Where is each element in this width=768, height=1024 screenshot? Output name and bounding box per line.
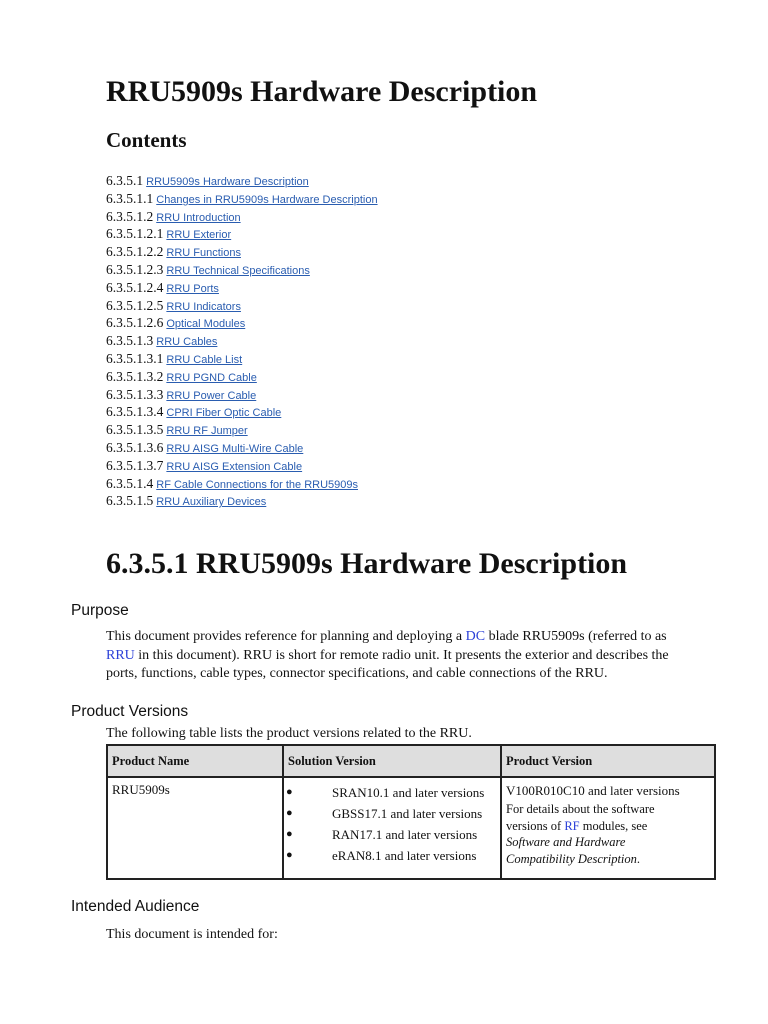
rf-link[interactable]: RF <box>564 818 580 833</box>
text: This document provides reference for planning and deploying a <box>106 629 466 644</box>
toc-item <box>106 314 378 332</box>
toc-number: 6.3.5.1.3.7 <box>106 457 164 473</box>
table-row <box>107 777 715 879</box>
toc-number: 6.3.5.1.2.1 <box>106 226 164 242</box>
solution-version-text: eRAN8.1 and later versions <box>332 848 477 863</box>
toc-link[interactable]: RRU Introduction <box>156 211 241 224</box>
toc-number: 6.3.5.1.3.6 <box>106 439 164 455</box>
toc-link[interactable]: RRU AISG Extension Cable <box>166 460 303 473</box>
toc-item <box>106 297 378 315</box>
toc-link[interactable]: RRU Exterior <box>166 229 232 242</box>
toc-link[interactable]: RRU AISG Multi-Wire Cable <box>166 442 304 455</box>
intended-audience-heading: Intended Audience <box>71 898 200 915</box>
product-version-cell <box>501 777 715 879</box>
toc-item <box>106 492 378 510</box>
toc-link[interactable]: Optical Modules <box>166 318 246 331</box>
text: modules, see <box>579 818 648 833</box>
toc-number: 6.3.5.1.2.6 <box>106 315 164 331</box>
solution-version-cell <box>283 777 501 879</box>
toc-item <box>106 421 378 439</box>
toc-number: 6.3.5.1.2 <box>106 208 154 224</box>
toc-item <box>106 225 378 243</box>
toc-link[interactable]: RRU Ports <box>166 282 219 295</box>
toc-link[interactable]: RRU RF Jumper <box>166 425 248 438</box>
solution-version-text: SRAN10.1 and later versions <box>332 785 485 800</box>
column-header: Product Name <box>107 745 283 777</box>
text: in this document). RRU is short for remote radio unit. It presents the exterior and describes the <box>134 647 669 663</box>
product-name-cell: RRU5909s <box>107 777 283 879</box>
toc-item <box>106 279 378 297</box>
toc-number: 6.3.5.1.2.3 <box>106 261 164 277</box>
product-versions-table <box>106 744 716 880</box>
toc-number: 6.3.5.1.3 <box>106 333 154 349</box>
doc-reference: Compatibility Description <box>506 851 637 866</box>
note-line: For details about the software <box>506 802 655 816</box>
toc-link[interactable]: RRU Auxiliary Devices <box>156 496 267 509</box>
text: versions of <box>506 818 565 833</box>
purpose-paragraph <box>106 628 716 684</box>
toc-number: 6.3.5.1.3.5 <box>106 422 164 438</box>
toc-item <box>106 332 378 350</box>
column-header: Product Version <box>501 745 715 777</box>
toc-number: 6.3.5.1.2.4 <box>106 279 164 295</box>
toc-item <box>106 457 378 475</box>
toc-number: 6.3.5.1 <box>106 173 144 188</box>
toc-number: 6.3.5.1.2.2 <box>106 244 164 260</box>
solution-version-text: RAN17.1 and later versions <box>332 827 478 842</box>
toc-link[interactable]: RRU Cable List <box>166 353 243 366</box>
toc-number: 6.3.5.1.2.5 <box>106 297 164 313</box>
text: blade RRU5909s (referred to as <box>485 629 667 644</box>
purpose-heading: Purpose <box>71 602 129 619</box>
table-of-contents <box>106 172 378 510</box>
toc-link[interactable]: RRU Power Cable <box>166 389 257 402</box>
text: . <box>636 851 641 866</box>
product-versions-intro: The following table lists the product versions related to the RRU. <box>106 726 472 741</box>
toc-number: 6.3.5.1.4 <box>106 475 154 491</box>
section-heading: 6.3.5.1 RRU5909s Hardware Description <box>106 547 628 580</box>
toc-item <box>106 350 378 368</box>
toc-link[interactable]: RRU Technical Specifications <box>166 264 310 277</box>
bullet-icon: ● <box>286 786 293 798</box>
toc-number: 6.3.5.1.5 <box>106 493 154 509</box>
column-header: Solution Version <box>283 745 501 777</box>
toc-item <box>106 190 378 208</box>
note-line <box>506 834 710 851</box>
purpose-line-3: ports, functions, cable types, connector specifications, and cable connections of the RRU. <box>106 666 608 681</box>
toc-link[interactable]: CPRI Fiber Optic Cable <box>166 407 282 420</box>
toc-link[interactable]: RRU Indicators <box>166 300 241 313</box>
table-header-row <box>107 745 715 777</box>
toc-item <box>106 208 378 226</box>
purpose-line-2 <box>106 647 716 666</box>
bullet-icon: ● <box>286 807 293 819</box>
toc-link[interactable]: RRU Functions <box>166 247 241 260</box>
solution-version-text: GBSS17.1 and later versions <box>332 806 483 821</box>
dc-link[interactable]: DC <box>465 629 486 644</box>
contents-heading: Contents <box>106 128 187 152</box>
list-item <box>288 845 496 866</box>
toc-number: 6.3.5.1.3.3 <box>106 386 164 402</box>
toc-item <box>106 243 378 261</box>
toc-number: 6.3.5.1.3.1 <box>106 350 164 366</box>
toc-item <box>106 439 378 457</box>
product-version-note <box>506 801 710 867</box>
toc-link[interactable]: RRU Cables <box>156 336 218 349</box>
toc-link[interactable]: RRU PGND Cable <box>166 371 257 384</box>
toc-item <box>106 386 378 404</box>
product-version-text: V100R010C10 and later versions <box>506 783 680 798</box>
toc-item <box>106 261 378 279</box>
doc-reference: Software and Hardware <box>506 835 626 849</box>
list-item <box>288 782 496 803</box>
toc-item <box>106 475 378 493</box>
bullet-icon: ● <box>286 849 293 861</box>
toc-link[interactable]: Changes in RRU5909s Hardware Description <box>156 193 378 206</box>
toc-number: 6.3.5.1.3.2 <box>106 368 164 384</box>
note-line <box>506 818 710 835</box>
list-item <box>288 803 496 824</box>
bullet-icon: ● <box>286 828 293 840</box>
toc-item <box>106 172 378 190</box>
toc-item <box>106 403 378 421</box>
rru-link[interactable]: RRU <box>106 647 135 663</box>
toc-link[interactable]: RF Cable Connections for the RRU5909s <box>156 478 359 491</box>
product-versions-heading: Product Versions <box>71 703 189 720</box>
list-item <box>288 824 496 845</box>
note-line <box>506 851 710 868</box>
solution-version-list <box>288 782 496 866</box>
document-title: RRU5909s Hardware Description <box>106 75 538 108</box>
toc-link[interactable]: RRU5909s Hardware Description <box>146 176 309 188</box>
toc-number: 6.3.5.1.1 <box>106 190 154 206</box>
intended-audience-intro: This document is intended for: <box>106 927 278 942</box>
purpose-line-1 <box>106 628 716 647</box>
toc-number: 6.3.5.1.3.4 <box>106 404 164 420</box>
toc-item <box>106 368 378 386</box>
